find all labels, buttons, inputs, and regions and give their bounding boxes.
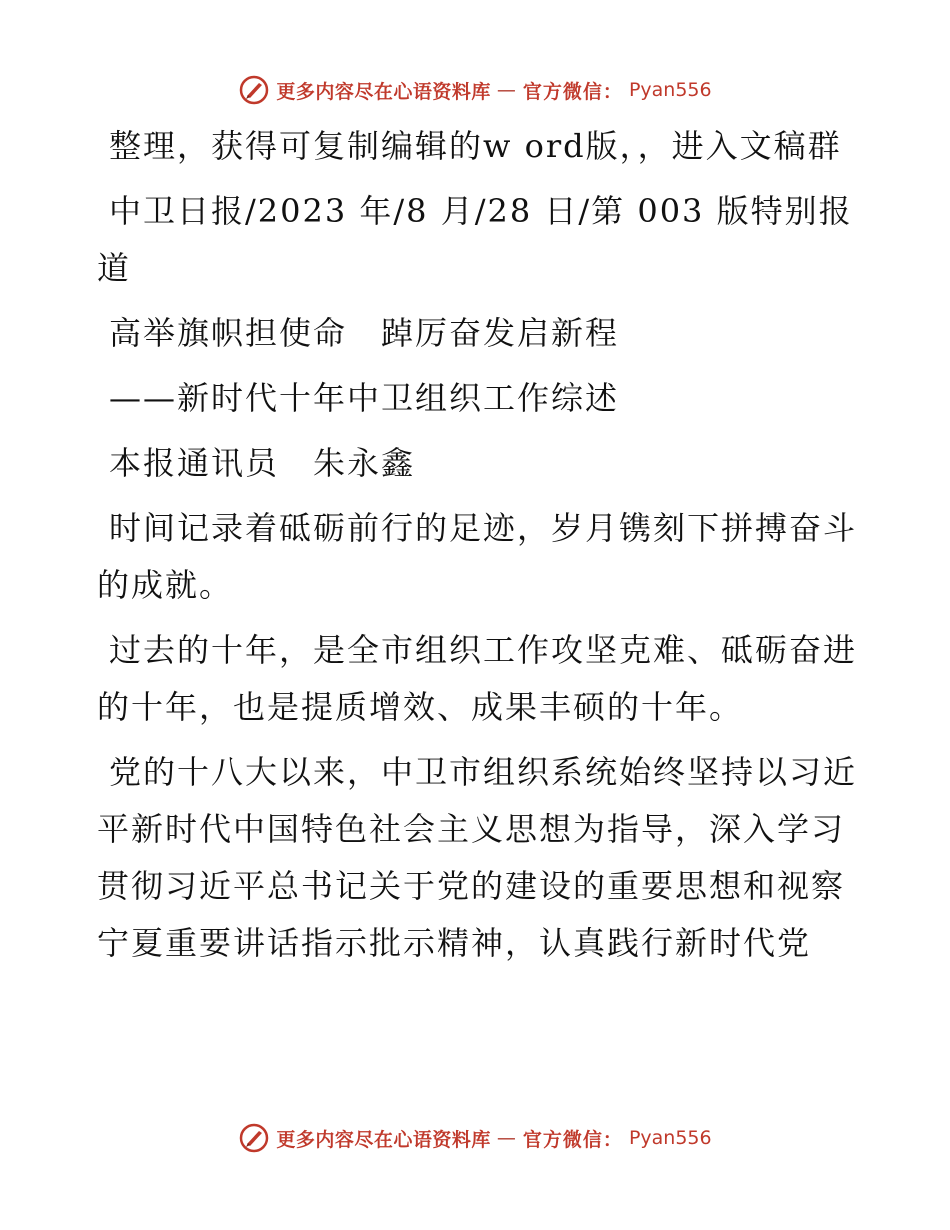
footer-wechat-id: Pyan556	[628, 1127, 712, 1149]
header-wechat-id: Pyan556	[628, 79, 712, 101]
article-title: 高举旗帜担使命 踔厉奋发启新程	[109, 314, 620, 352]
paragraph-source: 中卫日报/2023 年/8 月/28 日/第 003 版特别报道	[97, 192, 853, 287]
header-banner	[0, 70, 950, 110]
article-body	[97, 118, 857, 980]
footer-wechat-label: 官方微信：	[522, 1128, 623, 1151]
quill-pen-logo-icon	[238, 1122, 270, 1154]
article-subtitle: ——新时代十年中卫组织工作综述	[109, 379, 620, 417]
paragraph-body: 党的十八大以来，中卫市组织系统始终坚持以习近平新时代中国特色社会主义思想为指导，深入学习贯彻习近平总书记关于党的建设的重要思想和视察宁夏重要讲话指示批示精神，认真践行新时代党	[97, 753, 858, 962]
header-site-text: 更多内容尽在心语资料库	[276, 80, 491, 103]
paragraph-note: 整理，获得可复制编辑的w ord版，，进入文稿群	[109, 127, 842, 165]
footer-site-text: 更多内容尽在心语资料库	[276, 1128, 491, 1151]
paragraph-body: 过去的十年，是全市组织工作攻坚克难、砥砺奋进的十年，也是提质增效、成果丰硕的十年。	[97, 631, 858, 726]
header-separator: —	[496, 79, 517, 101]
footer-banner	[0, 1118, 950, 1158]
footer-separator: —	[496, 1127, 517, 1149]
header-wechat-label: 官方微信：	[522, 80, 623, 103]
quill-pen-logo-icon	[238, 74, 270, 106]
article-byline: 本报通讯员 朱永鑫	[109, 444, 416, 482]
paragraph-body: 时间记录着砥砺前行的足迹，岁月镌刻下拼搏奋斗的成就。	[97, 509, 858, 604]
